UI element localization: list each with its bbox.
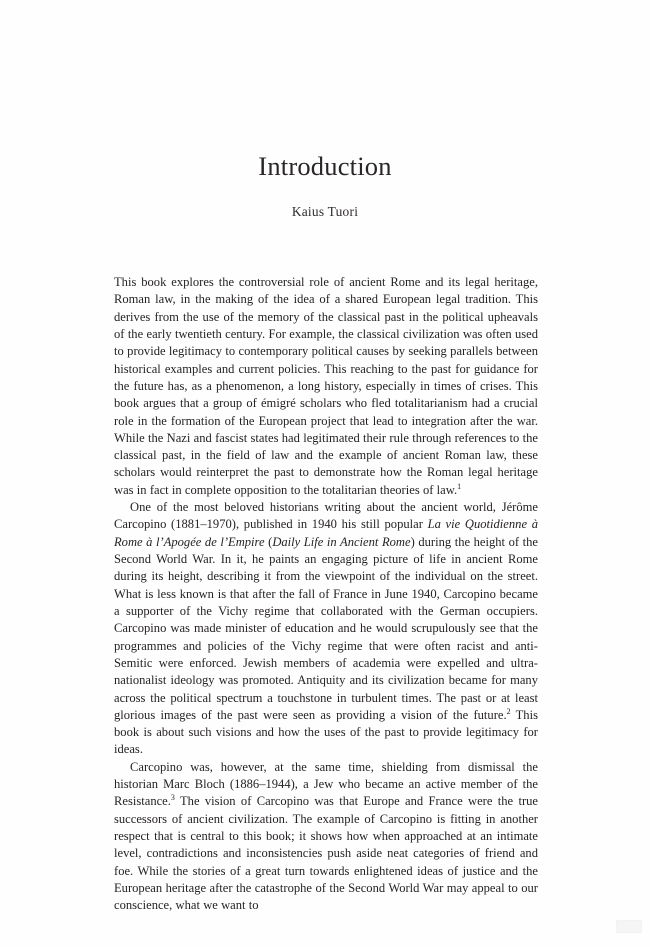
page-title: Introduction	[258, 151, 392, 181]
footnote-marker: 1	[457, 481, 462, 491]
italic-run: Daily Life in Ancient Rome	[272, 534, 411, 549]
text-run: One of the most beloved historians writing about the ancient world, Jérôme Carcopino (1881–1970), published in 1940 his still popular	[114, 500, 538, 532]
text-run: (	[264, 534, 273, 549]
text-run: Carcopino was, however, at the same time, shielding from dismissal the historian Marc Bloch (1886–1944), a Jew who became an active member of the Resistance.	[114, 759, 538, 809]
body-text-column	[114, 274, 538, 915]
italic-run: La vie Quotidienne à Rome à l’Apogée de l’Empire	[114, 517, 538, 549]
paragraph-1	[114, 274, 538, 499]
chapter-author: Kaius Tuori	[291, 204, 359, 220]
text-run: This book explores the controversial role of ancient Rome and its legal heritage, Roman law, in the making of the idea of a shared European legal tradition. This derives from the use of the memory of the classical past in the political upheavals of the early twentieth century. For example, the classical civilization was often used to provide legitimacy to contemporary political causes by seeking parallels between historical examples and current policies. This reaching to the past for guidance for the future has, as a phenomenon, a long history, especially in times of crises. This book argues that a group of émigré scholars who fled totalitarianism had a crucial role in the formation of the European project that lead to integration after the war. While the Nazi and fascist states had legitimated their rule through references to the classical past, in the field of law and the example of ancient Roman law, these scholars would reinterpret the past to demonstrate how the Roman legal heritage was in fact in complete opposition to the totalitarian theories of law.	[114, 275, 538, 497]
text-run: This book is about such visions and how the uses of the past to provide legitimacy for ideas.	[114, 707, 538, 757]
chapter-heading-block	[0, 152, 650, 220]
text-run: ) during the height of the Second World War. In it, he paints an engaging picture of life in ancient Rome during its height, describing it from the viewpoint of the individual on the street. What is less known is that after the fall of France in June 1940, Carcopino became a supporter of the Vichy regime that collaborated with the German occupiers. Carcopino was made minister of education and he would scrupulously see that the programmes and policies of the Vichy regime that were often racist and anti-Semitic were enforced. Jewish members of academia were expelled and ultra-nationalist ideology was promoted. Antiquity and its civilization became for many across the political spectrum a touchstone in turbulent times. The past or at least glorious images of the past were seen as providing a vision of the future.	[114, 534, 538, 722]
paragraph-3	[114, 759, 538, 915]
paragraph-2	[114, 499, 538, 759]
footnote-marker: 3	[170, 793, 175, 803]
corner-watermark-icon	[616, 920, 642, 933]
footnote-marker: 2	[506, 706, 511, 716]
text-run: The vision of Carcopino was that Europe and France were the true successors of ancient civilization. The example of Carcopino is fitting in another respect that is central to this book; it shows how when approached at an intimate level, contradictions and inconsistencies push aside neat categories of friend and foe. While the stories of a great turn towards enlightened ideas of justice and the European heritage after the catastrophe of the Second World War may appeal to our conscience, what we want to	[114, 794, 538, 913]
